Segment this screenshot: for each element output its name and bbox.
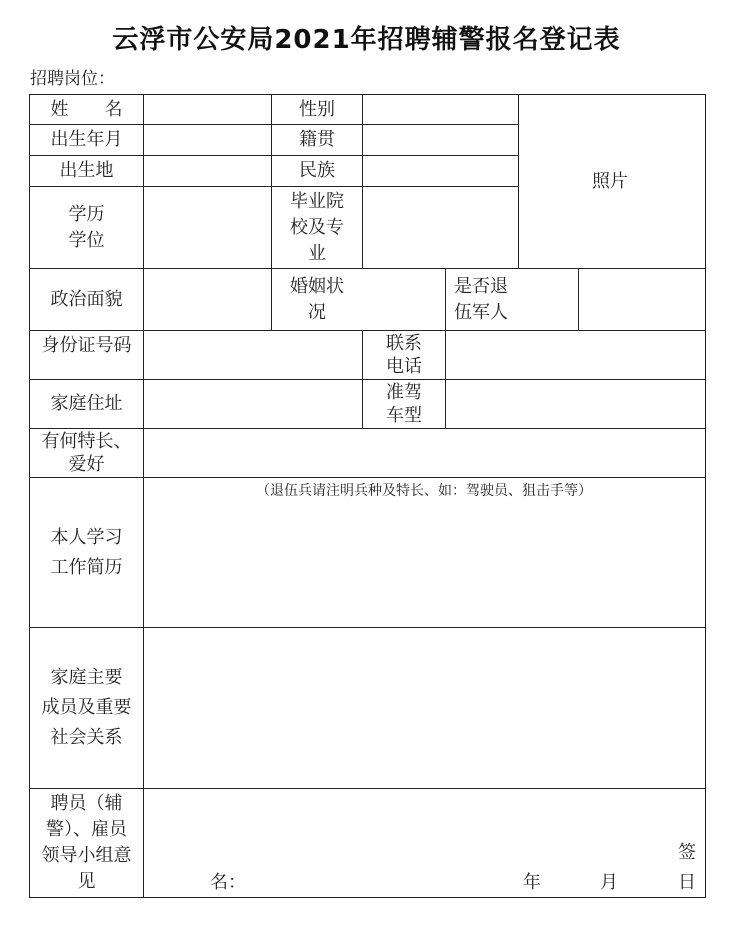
photo-area: 照片 [592,170,628,192]
license-label-line2: 车型 [386,405,422,426]
family-relations-label [30,628,143,788]
home-address-label: 家庭住址 [50,393,123,414]
license-label-line1: 准驾 [386,382,422,403]
id-card-label: 身份证号码 [41,335,132,356]
marital-label-line2: 况 [308,301,326,323]
skills-label-line1: 有何特长、 [41,431,132,452]
signature-year: 年 [523,872,541,893]
resume-label-line1: 本人学习 [50,526,123,548]
school-label-line2: 校及专 [290,216,344,238]
table-border-bottom [29,897,706,898]
resume-label [30,478,143,627]
col-line [362,94,363,268]
opinion-label-line4: 见 [77,871,96,892]
recruit-post-label: 招聘岗位： [30,69,115,89]
col-line [578,268,579,330]
family-label-line2: 成员及重要 [41,697,132,718]
signature-month: 月 [600,872,618,893]
school-label-line1: 毕业院 [290,190,344,212]
skills-label-line2: 爱好 [68,454,105,475]
opinion-label-line3: 领导小组意 [41,845,132,866]
family-label-line3: 社会关系 [50,727,123,748]
ethnic-label: 民族 [299,160,335,181]
resume-note: （退伍兵请注明兵种及特长、如：驾驶员、狙击手等） [256,483,592,499]
veteran-label-line2: 伍军人 [454,301,508,323]
veteran-label-line1: 是否退 [454,275,508,297]
family-label-line1: 家庭主要 [50,667,123,688]
veteran-label [446,269,578,330]
signature-day: 日 [678,872,696,893]
form-title: 云浮市公安局2021年招聘辅警报名登记表 [112,25,621,55]
marital-status-label [272,269,362,330]
native-place-label: 籍贯 [299,129,335,150]
resume-label-line2: 工作简历 [50,556,123,578]
phone-label [363,331,445,379]
table-border-right [705,94,706,898]
political-status-label: 政治面貌 [50,288,123,310]
phone-label-line2: 电话 [386,356,422,377]
education-label-line1: 学历 [68,203,105,225]
license-type-label [363,380,445,428]
signature-name-label: 名： [210,872,246,893]
school-label-line3: 业 [308,242,326,264]
opinion-label-line2: 警）、雇员 [46,819,127,840]
signature-sign-char: 签 [678,842,696,863]
phone-label-line1: 联系 [386,333,422,354]
name-label: 姓 名 [50,98,123,120]
skills-hobbies-label [30,429,143,477]
leadership-opinion-label [30,789,143,897]
birth-label: 出生年月 [50,129,123,150]
education-label [30,187,143,268]
education-label-line2: 学位 [68,229,105,251]
birthplace-label: 出生地 [59,160,114,181]
marital-label-line1: 婚姻状 [290,275,344,297]
gender-label: 性别 [299,98,335,120]
school-major-label [272,187,362,268]
opinion-label-line1: 聘员（辅 [50,793,123,814]
